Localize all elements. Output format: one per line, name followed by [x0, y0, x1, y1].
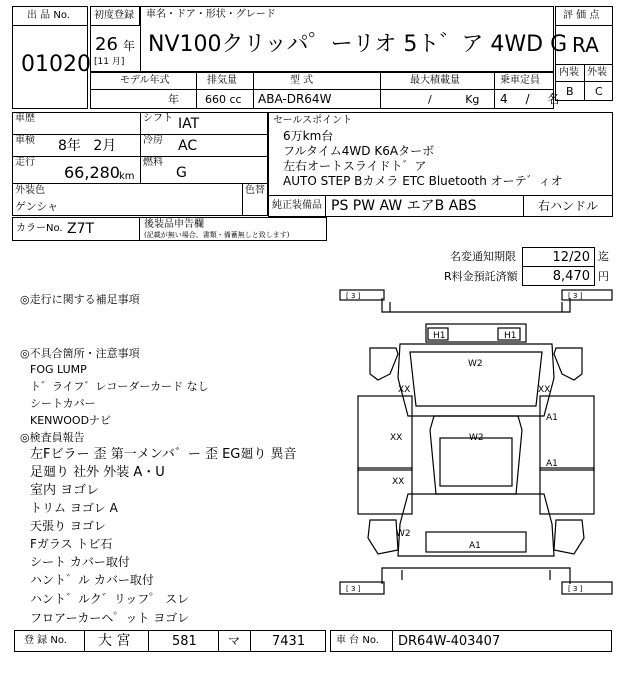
model-year-unit: 年	[168, 93, 179, 106]
front-right-fender	[554, 348, 582, 380]
rear-bumper-outline	[382, 568, 570, 584]
inspector-line: フロアーカーヘ゜ット ヨゴレ	[30, 611, 190, 625]
displacement: 660 cc	[205, 93, 242, 106]
shift-label: シフト	[143, 113, 173, 124]
sales-points-label: セールスポイント	[273, 115, 353, 126]
reg-kana: マ	[228, 634, 241, 648]
capacity-label: 乗車定員	[500, 75, 540, 86]
sales-point-line: 左右オートスライドト゛ア	[283, 159, 427, 173]
corner-tag: [ 3 ]	[568, 585, 583, 593]
damage-mark: H1	[504, 331, 517, 341]
type-label: 型 式	[290, 75, 314, 86]
divider	[140, 6, 141, 72]
max-load: / Kg	[428, 93, 480, 106]
hood-outline	[398, 344, 554, 416]
divider	[218, 630, 219, 652]
inspector-line: ハント゛ルク゛リッフ゜ スレ	[30, 592, 190, 606]
defect-line: FOG LUMP	[30, 363, 87, 376]
steering-cell	[523, 195, 613, 217]
damage-mark: XX	[538, 385, 551, 395]
interior-label: 内装	[559, 67, 579, 78]
equipment-cell	[268, 195, 524, 217]
defect-line: シートカバー	[30, 397, 96, 410]
first-reg-label-cell	[90, 6, 140, 26]
ac-value: AC	[178, 138, 198, 154]
sales-points-box	[268, 112, 613, 196]
divider	[253, 72, 254, 109]
inspector-line: トリム ヨゴレ A	[30, 501, 118, 515]
recycle-value: 8,470	[552, 269, 590, 284]
lot-number: 01020	[21, 52, 91, 77]
lot-number-cell	[12, 25, 91, 109]
aftermarket-cell	[139, 217, 327, 241]
divider	[494, 72, 495, 109]
defect-line: KENWOODナビ	[30, 414, 112, 427]
max-load-label: 最大積載量	[410, 75, 460, 86]
grade-label: 評 価 点	[563, 10, 600, 21]
exterior-label-cell	[584, 64, 613, 82]
grade-cell	[555, 25, 613, 65]
damage-mark: A1	[546, 459, 558, 469]
inspector-title: ◎検査員報告	[20, 431, 85, 444]
ext-color-label: 外装色	[15, 185, 45, 196]
inspector-line: 足廻り 社外 外装 A・U	[30, 465, 165, 480]
rear-left-fender	[368, 520, 398, 554]
left-front-door	[358, 396, 412, 470]
year-unit: 年	[123, 39, 136, 53]
damage-mark: XX	[392, 477, 405, 487]
damage-mark: W2	[469, 433, 484, 443]
divider	[380, 72, 381, 109]
divider	[12, 183, 268, 184]
fuel-label: 燃料	[143, 157, 163, 168]
damage-mark: W2	[468, 359, 483, 369]
divider	[392, 630, 393, 652]
mileage-unit: km	[119, 171, 135, 182]
steering-value: 右ハンドル	[538, 199, 599, 213]
corner-tag: [ 3 ]	[346, 585, 361, 593]
chassis-number: DR64W-403407	[398, 634, 501, 649]
sales-point-line: 6万km台	[283, 129, 334, 143]
equipment-label: 純正装備品	[272, 200, 322, 211]
damage-mark: XX	[390, 433, 403, 443]
divider	[140, 112, 141, 183]
lot-label-cell	[12, 6, 88, 26]
inspector-line: ハント゛ル カバー取付	[30, 573, 154, 587]
name-change-cell	[522, 247, 595, 267]
type-value: ABA-DR64W	[258, 92, 332, 106]
color-no-cell	[12, 217, 140, 241]
corner-tag: [ 3 ]	[568, 292, 583, 300]
shift-value: IAT	[178, 116, 200, 132]
mileage-value: 66,280	[64, 163, 120, 182]
equipment-value: PS PW AW エアB ABS	[331, 198, 477, 214]
first-reg-year: 26	[95, 34, 118, 55]
fuel-value: G	[176, 165, 187, 181]
roof-outline	[430, 416, 522, 494]
damage-mark: H1	[433, 331, 446, 341]
divider	[250, 630, 251, 652]
grade-value: RA	[572, 33, 599, 57]
divider	[148, 630, 149, 652]
recycle-unit: 円	[598, 270, 609, 283]
capacity: 4 / 名	[500, 92, 560, 106]
reg-number: 7431	[272, 634, 306, 649]
ac-label: 冷房	[143, 135, 163, 146]
displacement-label: 排気量	[207, 75, 237, 86]
color-no-label: カラーNo.	[16, 223, 63, 234]
defect-line: ト゛ライフ゛レコーダーカード なし	[30, 380, 209, 393]
reg-area: 大 宮	[98, 633, 131, 649]
first-reg-month: [11 月]	[94, 57, 125, 67]
color-no-value: Z7T	[67, 221, 95, 237]
divider	[242, 183, 243, 216]
exterior-value: C	[595, 85, 603, 98]
aftermarket-label: 後装品申告欄	[144, 219, 204, 230]
interior-label-cell	[555, 64, 585, 82]
sales-point-line: フルタイム4WD K6Aターボ	[283, 144, 435, 158]
damage-mark: XX	[398, 385, 411, 395]
damage-mark: A1	[469, 541, 481, 551]
front-left-fender	[370, 348, 398, 380]
car-name: NV100クリッパ゜ーリオ 5ト゛ア 4WD G	[148, 32, 568, 57]
divider	[196, 72, 197, 109]
rear-right-fender	[554, 520, 584, 554]
reg-label: 登 録 No.	[24, 635, 67, 646]
grade-label-cell	[555, 6, 613, 26]
inspection-value: 8年 2月	[58, 138, 117, 154]
sales-point-line: AUTO STEP Bカメラ ETC Bluetooth オーテ゛ィオ	[283, 174, 563, 188]
damage-mark: A1	[546, 413, 558, 423]
color-change-label: 色替	[245, 185, 265, 196]
divider	[325, 195, 326, 217]
inspector-line: 天張り ヨゴレ	[30, 519, 106, 533]
exterior-cell	[584, 81, 613, 101]
name-change-unit: 迄	[598, 250, 609, 263]
aftermarket-note: (記載が無い場合、書類・備蓄無しと致します)	[144, 231, 290, 239]
inspection-label: 車検	[15, 135, 35, 146]
chassis-label: 車 台 No.	[336, 635, 379, 646]
model-year-label: モデル年式	[120, 75, 170, 86]
defects-title: ◎不具合箇所・注意事項	[20, 347, 140, 360]
recycle-cell	[522, 266, 595, 286]
interior-cell	[555, 81, 585, 101]
history-label: 車歴	[15, 113, 35, 124]
interior-value: B	[566, 85, 574, 98]
inspector-line: 室内 ヨゴレ	[30, 483, 100, 498]
corner-tag: [ 3 ]	[346, 292, 361, 300]
ext-color-value: ゲンシャ	[15, 200, 59, 213]
inspector-line: Fガラス トビ石	[30, 537, 113, 551]
front-bumper-outline	[382, 298, 570, 312]
divider	[84, 630, 85, 652]
car-name-label: 車名・ドア・形状・グレード	[146, 9, 276, 20]
name-change-label: 名変通知期限	[450, 250, 516, 263]
first-reg-label: 初度登録	[94, 10, 134, 21]
supplement-title: ◎走行に関する補足事項	[20, 293, 140, 306]
car-damage-diagram	[338, 288, 614, 612]
damage-mark: W2	[396, 529, 411, 539]
reg-class: 581	[172, 634, 197, 649]
mileage-label: 走行	[15, 157, 35, 168]
inspector-line: シート カバー取付	[30, 555, 130, 569]
recycle-label: R料金預託済額	[444, 270, 518, 283]
lot-label: 出 品 No.	[27, 10, 70, 21]
name-change-value: 12/20	[552, 250, 590, 265]
exterior-label: 外装	[587, 67, 607, 78]
inspector-line: 左Fビラー 歪 第一メンバ゛ー 歪 EG廻り 異音	[30, 447, 297, 462]
